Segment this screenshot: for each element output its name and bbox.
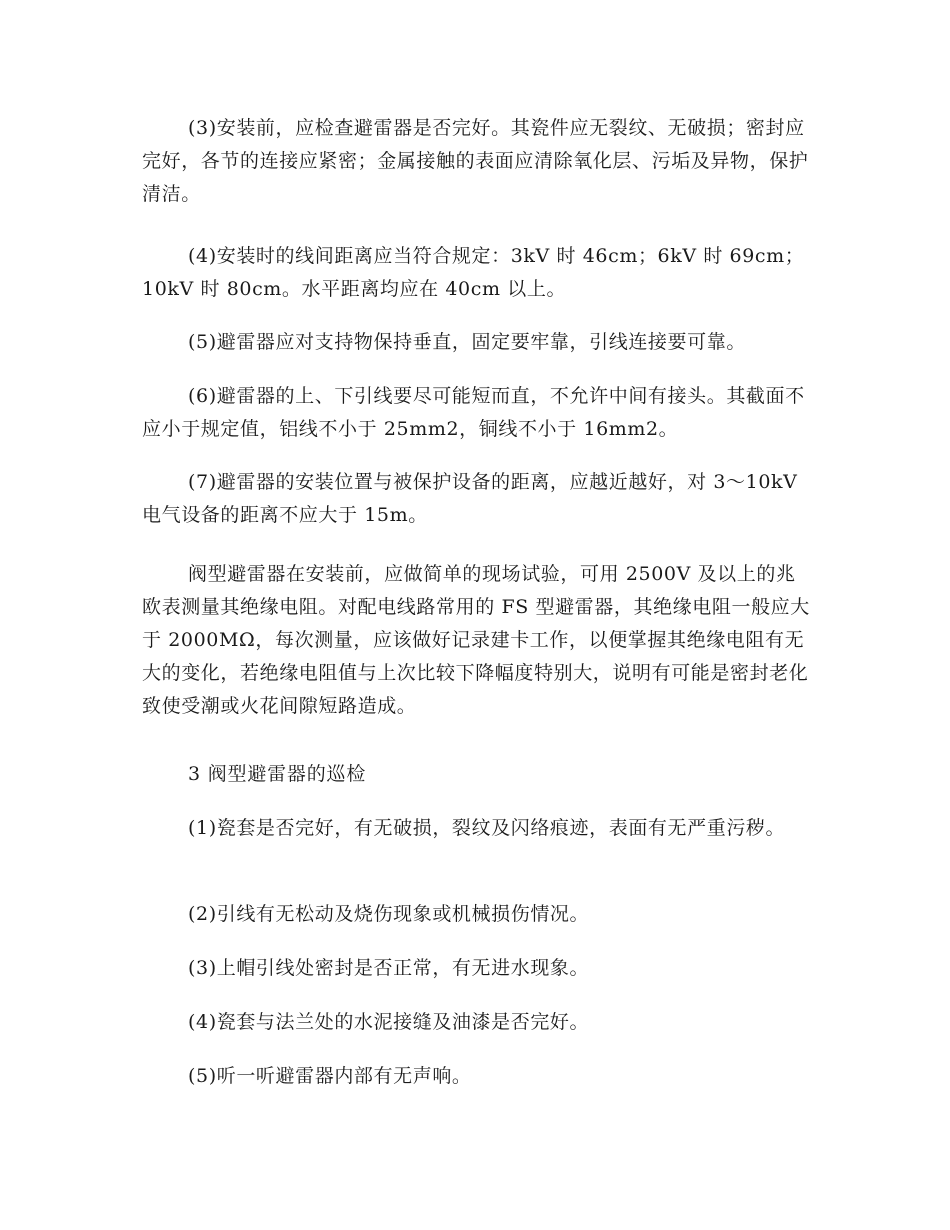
section-heading: 3 阀型避雷器的巡检 [188,763,367,785]
inspection-item-1: (1)瓷套是否完好，有无破损，裂纹及闪络痕迹，表面有无严重污秽。 [188,817,786,839]
inspection-item-4: (4)瓷套与法兰处的水泥接缝及油漆是否完好。 [188,1011,590,1033]
paragraph-field-test: 阀型避雷器在安装前，应做简单的现场试验，可用 2500V 及以上的兆欧表测量其绝缘电阻。对配电线路常用的 FS 型避雷器，其绝缘电阻一般应大于 2000MΩ，每次测量，应该做好记录建卡工作，以便掌握其绝缘电阻有无大的变化，若绝缘电阻值与上次比较下降幅度特别大，说明有可能是密封老化致使受潮或火花间隙短路造成。 [142,563,810,717]
paragraph-line-spacing: (4)安装时的线间距离应当符合规定：3kV 时 46cm；6kV 时 69cm；10kV 时 80cm。水平距离均应在 40cm 以上。 [142,245,805,300]
paragraph-install-distance: (7)避雷器的安装位置与被保护设备的距离，应越近越好，对 3～10kV 电气设备的距离不应大于 15m。 [142,471,798,526]
inspection-item-5: (5)听一听避雷器内部有无声响。 [188,1065,472,1087]
paragraph-lead-wires: (6)避雷器的上、下引线要尽可能短而直，不允许中间有接头。其截面不应小于规定值，铝线不小于 25mm2，铜线不小于 16mm2。 [142,385,805,440]
inspection-item-3: (3)上帽引线处密封是否正常，有无进水现象。 [188,957,590,979]
inspection-item-2: (2)引线有无松动及烧伤现象或机械损伤情况。 [188,903,590,925]
paragraph-vertical-mount: (5)避雷器应对支持物保持垂直，固定要牢靠，引线连接要可靠。 [188,331,746,353]
paragraph-install-check: (3)安装前，应检查避雷器是否完好。其瓷件应无裂纹、无破损；密封应完好，各节的连接应紧密；金属接触的表面应清除氧化层、污垢及异物，保护清洁。 [142,117,809,205]
